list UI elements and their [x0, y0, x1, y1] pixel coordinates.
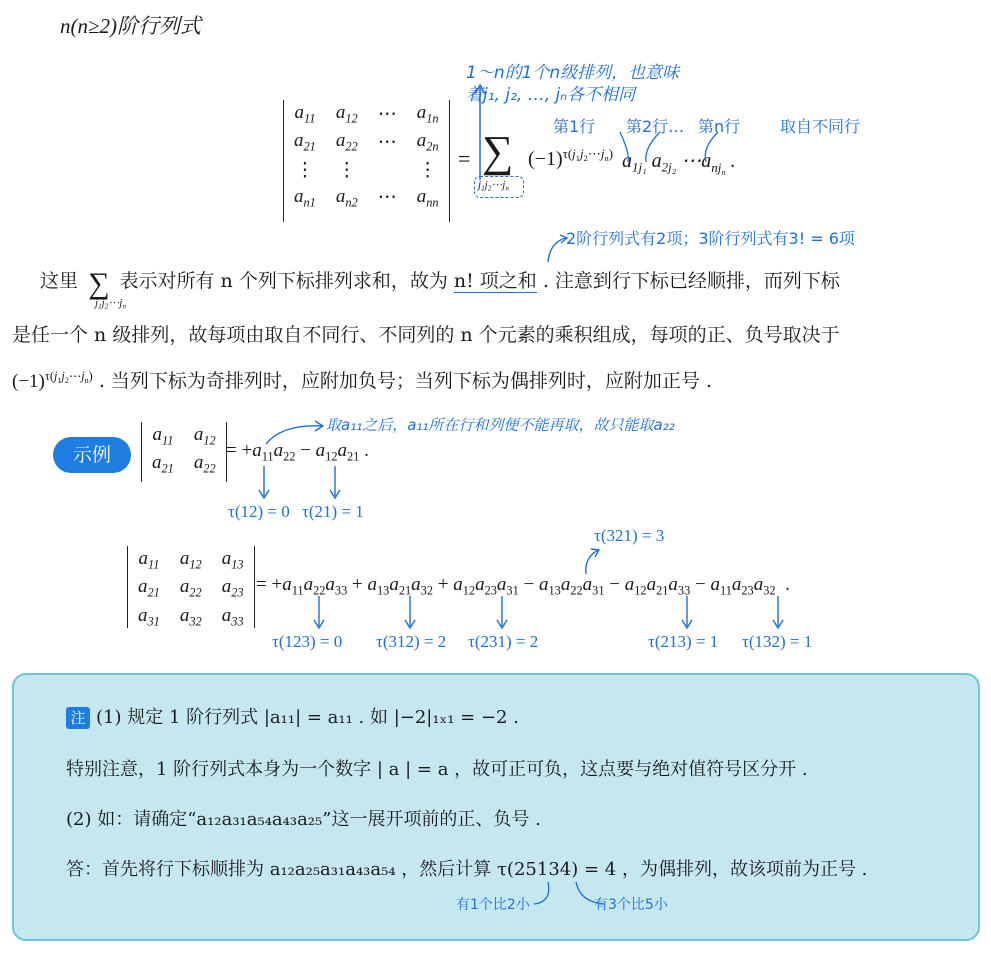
annotation-row1: 第1行 [553, 117, 596, 136]
arrow-down-icon [256, 466, 272, 500]
paragraph-line-1c: n! 项之和 [453, 270, 537, 292]
sigma-inline: ∑ [88, 267, 110, 300]
arrow-up-icon [580, 546, 604, 576]
tau-12: τ(12) = 0 [228, 502, 290, 521]
annotation-diff-rows: 取自不同行 [780, 117, 861, 136]
note-line-1-text: (1) 规定 1 阶行列式 |a₁₁| = a₁₁ . 如 |−2|₁ₓ₁ = −2 . [96, 707, 519, 728]
arrow-down-icon [311, 596, 327, 630]
arrow-down-icon [327, 466, 343, 500]
annotation-a11: 取a₁₁之后，a₁₁所在行和列便不能再取，故只能取a₂₂ [326, 416, 675, 434]
paragraph-line-1b: 表示对所有 n 个列下标排列求和，故为 [119, 270, 448, 292]
arrow-curve-icon [262, 418, 332, 448]
arrow-down-icon [402, 596, 418, 630]
section-heading: n(n≥2)阶行列式 [60, 14, 202, 38]
determinant-nxn: $a_{11}$ $a_{12}$ ⋯ $a_{1n}$ $a_{21}$ $a_{22}$ ⋯ $a_{2n}$ ⋮ ⋮ ⋮ $a_{n1}$ $a_{n2}$ ⋯ $a_{nn}$ [283, 100, 450, 222]
annotation-less-2: 有1个比2小 [456, 897, 530, 913]
note-icon: 注 [66, 707, 90, 729]
arrow-curve-icon [600, 128, 800, 168]
sign-inline: $(-1)^{\tau(j_1j_2\cdots j_n)}$ [12, 369, 93, 392]
annotation-term-count: 2阶行列式有2项；3阶行列式有3! = 6项 [566, 229, 855, 248]
annotation-rown: 第n行 [698, 117, 741, 136]
annotation-permutation-1: 1～n的1个n级排列，也意味 [466, 63, 680, 83]
tau-123: τ(123) = 0 [272, 632, 343, 651]
note-line-3: (2) 如：请确定“a₁₂a₃₁a₅₄a₄₃a₂₅”这一展开项前的正、负号 . [66, 809, 541, 830]
paragraph-line-1 [40, 266, 840, 301]
note-line-2: 特别注意，1 阶行列式本身为一个数字 | a | = a ，故可正可负，这点要与绝对值符号区分开 . [66, 759, 808, 780]
note-line-1 [66, 703, 519, 729]
sign-factor: $(-1)^{\tau(j_1j_2\cdots j_n)}$ [528, 146, 614, 171]
arrow-down-icon [770, 596, 786, 630]
sigma-inline-index: $j_1j_2\cdots j_n$ [95, 297, 126, 311]
expansion-2x2: = $+a_{11}a_{22} - a_{12}a_{21}$ . [226, 440, 369, 464]
paragraph-line-1a: 这里 [40, 270, 79, 292]
arrow-down-icon [679, 596, 695, 630]
sigma-sign: ∑ [482, 127, 514, 176]
tau-321: τ(321) = 3 [594, 526, 665, 545]
expansion-3x3: = $+a_{11}a_{22}a_{33} + a_{13}a_{21}a_{32} + a_{12}a_{23}a_{31} - a_{13}a_{22}a_{31} - a_{12}a_{21}a_{33} - a_{11}a_{23}a_{32}$ . [256, 574, 790, 598]
tau-132: τ(132) = 1 [742, 632, 813, 651]
paragraph-line-1d: . 注意到行下标已经顺排，而列下标 [542, 270, 840, 292]
equals-sign: = [458, 146, 471, 171]
example-tag: 示例 [53, 437, 131, 473]
determinant-3x3: $a_{11}$ $a_{12}$ $a_{13}$ $a_{21}$ $a_{22}$ $a_{23}$ $a_{31}$ $a_{32}$ $a_{33}$ [127, 546, 255, 628]
product-terms: $a_{1j_1}$ $a_{2j_2}$ $\cdots a_{nj_n}$ . [622, 150, 736, 177]
tau-213: τ(213) = 1 [648, 632, 719, 651]
sum-index: $j_1j_2\cdots j_n$ [478, 179, 509, 193]
determinant-2x2: $a_{11}$ $a_{12}$ $a_{21}$ $a_{22}$ [141, 422, 227, 482]
tau-21: τ(21) = 1 [302, 502, 364, 521]
annotation-row2: 第2行… [626, 117, 685, 136]
annotation-permutation-2: 着j₁, j₂, …, jₙ各不相同 [466, 85, 636, 105]
note-line-4: 答：首先将行下标顺排为 a₁₂a₂₅a₃₁a₄₃a₅₄ ，然后计算 τ(25134) = 4 ，为偶排列，故该项前为正号 . [66, 859, 868, 880]
paragraph-line-2: 是任一个 n 级排列，故每项由取自不同行、不同列的 n 个元素的乘积组成，每项的正、负号取决于 [12, 324, 840, 346]
paragraph-line-3-text: . 当列下标为奇排列时，应附加负号；当列下标为偶排列时，应附加正号 . [98, 370, 712, 392]
annotation-less-5: 有3个比5小 [594, 897, 668, 913]
arrow-down-icon [494, 596, 510, 630]
tau-312: τ(312) = 2 [376, 632, 447, 651]
paragraph-line-3 [12, 366, 712, 393]
tau-231: τ(231) = 2 [468, 632, 539, 651]
